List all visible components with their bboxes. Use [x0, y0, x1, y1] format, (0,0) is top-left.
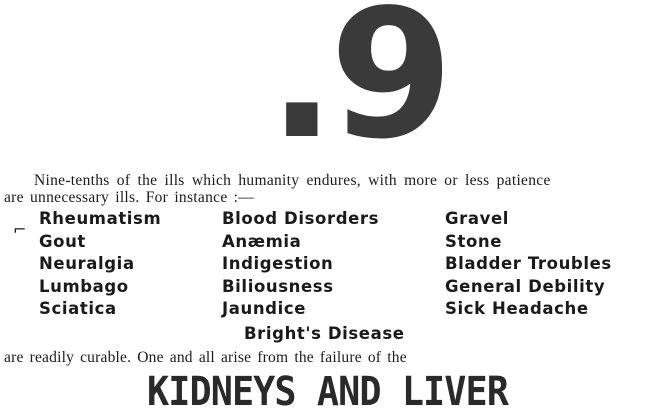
ailment-item: Jaundice — [222, 299, 307, 318]
ailment-item-brights-disease: Bright's Disease — [244, 324, 405, 343]
ailment-item: Sick Headache — [445, 299, 589, 318]
closing-line: are readily curable. One and all arise from the failure of the — [4, 349, 407, 366]
footer-heading: KIDNEYS AND LIVER — [147, 369, 509, 415]
ailment-item: Indigestion — [222, 254, 334, 273]
ailment-item: Blood Disorders — [222, 209, 380, 228]
ailment-item: Anæmia — [222, 231, 302, 251]
ailment-item: Rheumatism — [39, 209, 162, 228]
ailment-item: Bladder Troubles — [445, 254, 612, 273]
headline-nine-tenths: .9 — [268, 0, 448, 178]
ailment-item: Gout — [39, 231, 86, 251]
ailments-column-2 — [222, 208, 379, 321]
ailment-item: General Debility — [445, 276, 606, 296]
intro-line-2: are unnecessary ills. For instance :— — [4, 189, 255, 206]
ailment-item: Gravel — [445, 209, 510, 228]
margin-tick-mark: ⌐ — [13, 220, 27, 239]
ailments-column-1 — [39, 208, 161, 321]
intro-paragraph — [4, 172, 661, 206]
ailment-item: Stone — [445, 231, 503, 251]
ailment-item: Biliousness — [222, 276, 334, 296]
ailment-item: Neuralgia — [39, 254, 135, 273]
ailment-item: Sciatica — [39, 299, 117, 318]
ailment-item: Lumbago — [39, 276, 129, 296]
ailments-column-3 — [445, 208, 612, 321]
intro-line-1: Nine-tenths of the ills which humanity endures, with more or less patience — [34, 172, 551, 189]
